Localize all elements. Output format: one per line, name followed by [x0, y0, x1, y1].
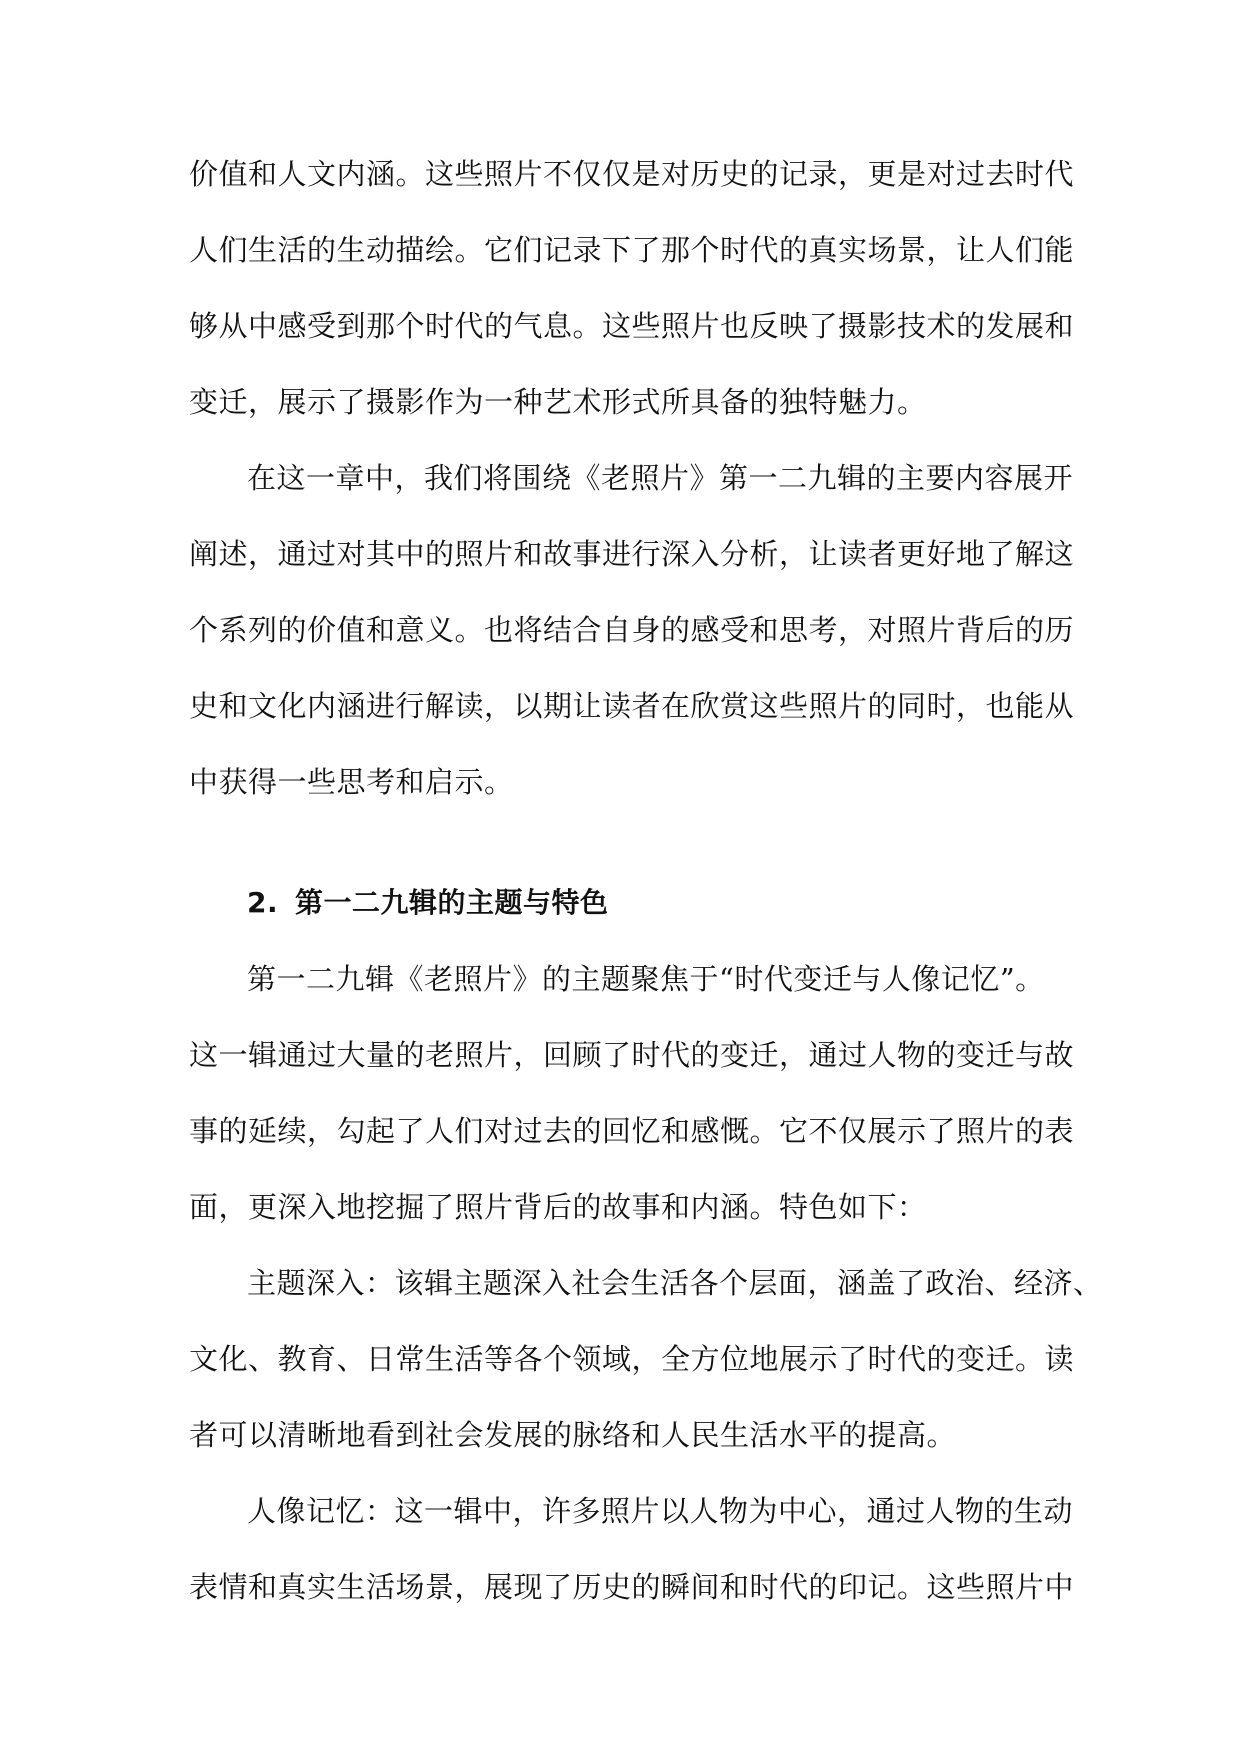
- text-line: 者可以清晰地看到社会发展的脉络和人民生活水平的提高。: [189, 1418, 957, 1452]
- text-line: 中获得一些思考和启示。: [189, 765, 514, 799]
- text-line: 个系列的价值和意义。也将结合自身的感受和思考，对照片背后的历: [189, 613, 1075, 647]
- text-line: 这一辑通过大量的老照片，回顾了时代的变迁，通过人物的变迁与故: [189, 1038, 1075, 1072]
- text-line: 人像记忆：这一辑中，许多照片以人物为中心，通过人物的生动: [247, 1494, 1074, 1528]
- text-line: 在这一章中，我们将围绕《老照片》第一二九辑的主要内容展开: [247, 461, 1074, 495]
- paragraph-1: [189, 136, 1075, 440]
- paragraph-3: [189, 941, 1075, 1245]
- text-line: 文化、教育、日常生活等各个领域，全方位地展示了时代的变迁。读: [189, 1342, 1075, 1376]
- paragraph-5: [189, 1473, 1075, 1625]
- text-line: 事的延续，勾起了人们对过去的回忆和感慨。它不仅展示了照片的表: [189, 1114, 1075, 1148]
- text-line: 主题深入：该辑主题深入社会生活各个层面，涵盖了政治、经济、: [247, 1266, 1103, 1300]
- text-line: 表情和真实生活场景，展现了历史的瞬间和时代的印记。这些照片中: [189, 1570, 1075, 1604]
- text-line: 人们生活的生动描绘。它们记录下了那个时代的真实场景，让人们能: [189, 233, 1075, 267]
- text-line: 阐述，通过对其中的照片和故事进行深入分析，让读者更好地了解这: [189, 537, 1075, 571]
- text-line: 价值和人文内涵。这些照片不仅仅是对历史的记录，更是对过去时代: [189, 157, 1075, 191]
- text-line: 面，更深入地挖掘了照片背后的故事和内涵。特色如下：: [189, 1190, 927, 1224]
- text-line: 够从中感受到那个时代的气息。这些照片也反映了摄影技术的发展和: [189, 309, 1075, 343]
- paragraph-2: [189, 440, 1075, 820]
- text-line: 第一二九辑《老照片》的主题聚焦于“时代变迁与人像记忆”。: [247, 962, 1045, 996]
- section-title: 第一二九辑的主题与特色: [295, 886, 609, 919]
- section-heading: [189, 865, 1059, 941]
- paragraph-4: [189, 1245, 1103, 1473]
- text-line: 史和文化内涵进行解读，以期让读者在欣赏这些照片的同时，也能从: [189, 689, 1075, 723]
- page-body: [189, 136, 1103, 1625]
- section-number: 2.: [247, 886, 279, 919]
- text-line: 变迁，展示了摄影作为一种艺术形式所具备的独特魅力。: [189, 385, 927, 419]
